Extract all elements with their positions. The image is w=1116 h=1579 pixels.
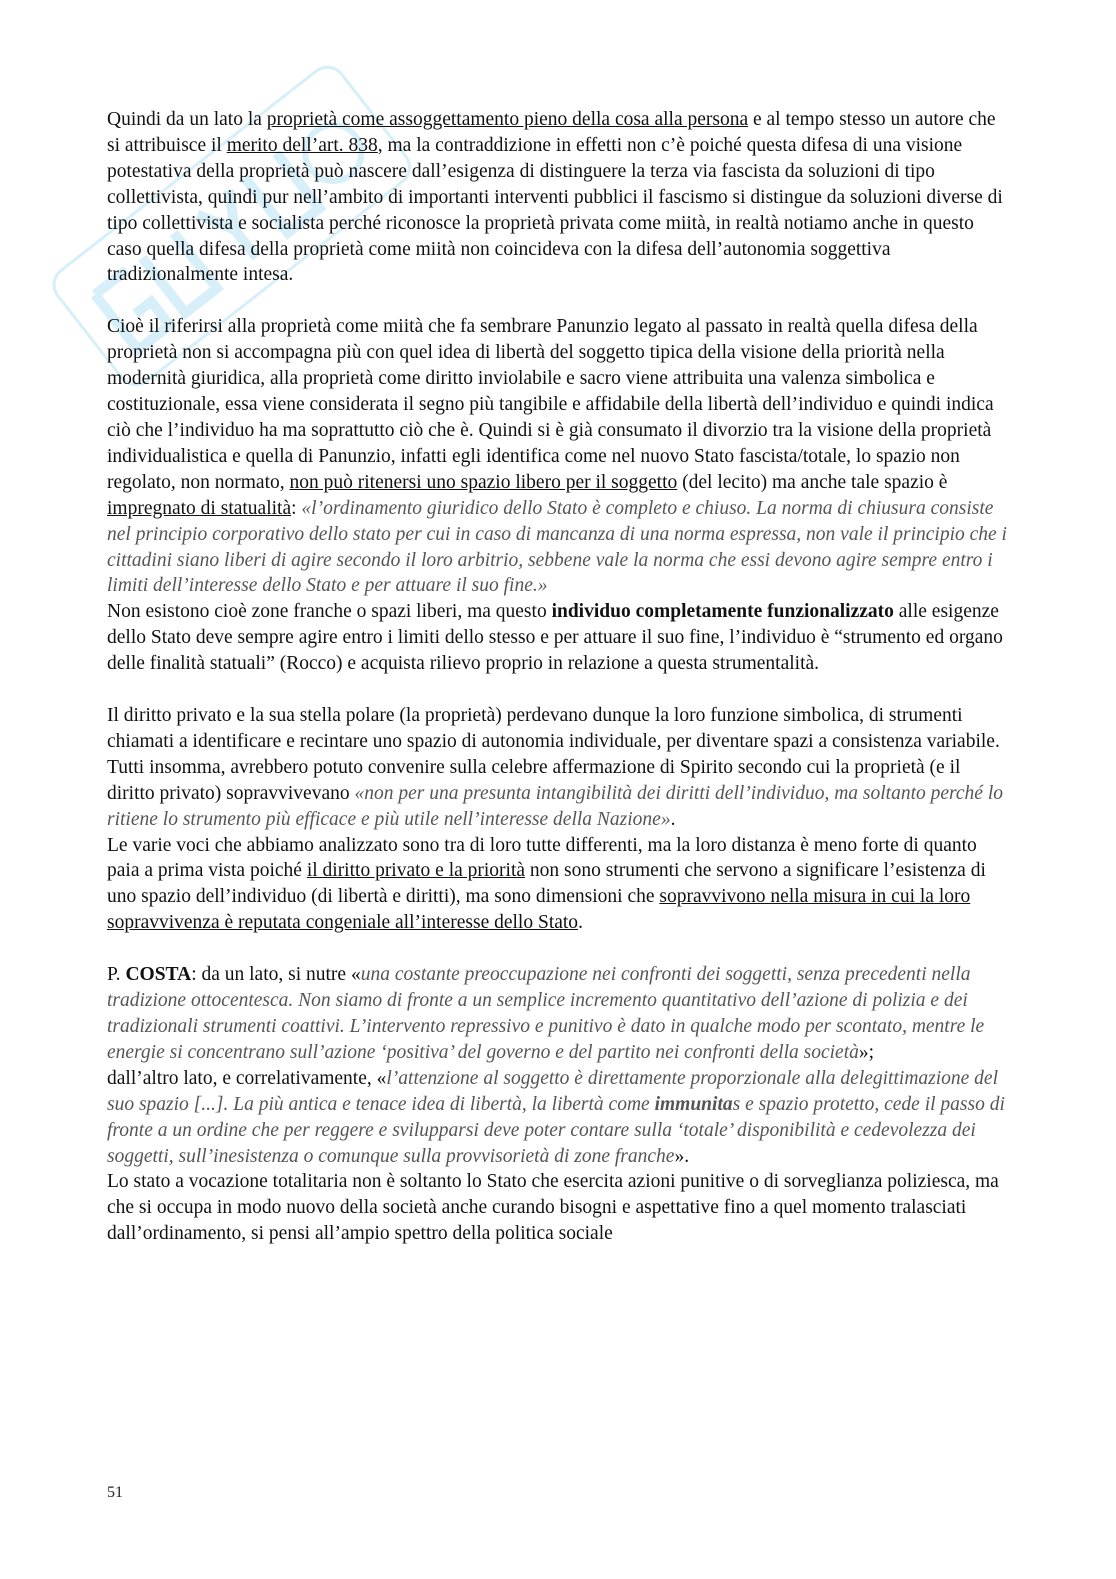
underlined-phrase: impregnato di statualità [107,497,292,519]
quotation: e spazio protetto, cede il passo di fronte a un ordine che per reggere e svilupparsi deve poter contare sulla ‘totale’ disponibilità e cedevolezza dei soggetti, sull’inesistenza o comunque sulla provvisorietà di zone franche [107,1093,1005,1167]
quotation: «l’ordinamento giuridico dello Stato è completo e chiuso. La norma di chiusura consiste nel principio corporativo dello stato per cui in caso di mancanza di una norma espressa, non vale il principio che i cittadini siano liberi di agire secondo il loro arbitrio, sebbene vale la norma che essi devono agire sempre entro i limiti dell’interesse dello Stato e per attuare il suo fine.» [107,497,1007,597]
bold-phrase: individuo completamente funzionalizzato [551,601,894,623]
paragraph-1: Quindi da un lato la proprietà come assoggettamento pieno della cosa alla persona e al tempo stesso un autore che si attribuisce il merito dell’art. 838, ma la contraddizione in effetti non c’è poiché questa difesa di una visione potestativa della proprietà può nascere dall’esigenza di distinguere la terza via fascista da soluzioni di tipo collettivista, quindi pur nell’ambito di importanti interventi pubblici il fascismo si distingue da soluzioni diverse di tipo collettivista e socialista perché riconosce la proprietà privata come miità, in realtà notiamo anche in questo caso quella difesa della proprietà come miità non coincideva con la difesa dell’autonomia soggettiva tradizionalmente intesa. [107,109,1003,286]
underlined-phrase: sopravvivono nella misura in cui la loro sopravvivenza è reputata congeniale all’interesse dello Stato [107,886,971,934]
bold-term: immunita [654,1093,733,1115]
page-body [107,107,1007,1247]
underlined-phrase: il diritto privato e la priorità [306,860,526,882]
paragraph-4: Il diritto privato e la sua stella polare (la proprietà) perdevano dunque la loro funzione simbolica, di strumenti chiamati a identificare e recintare uno spazio di autonomia individuale, per diventare spazi a consistenza variabile. Tutti insomma, avrebbero potuto convenire sulla celebre affermazione di Spirito secondo cui la proprietà (e il diritto privato) sopravvivevano «non per una presunta intangibilità dei diritti dell’individuo, ma soltanto perché lo ritiene lo strumento più efficace e più utile nell’interesse della Nazione». [107,705,1003,830]
quotation: l’attenzione al soggetto è direttamente proporzionale alla delegittimazione del suo spazio [...]. La più antica e tenace idea di libertà, la libertà come [107,1067,999,1115]
page-number: 51 [107,1484,123,1501]
author-name: COSTA [125,964,192,986]
underlined-phrase: non può ritenersi uno spazio libero per il soggetto [289,471,678,493]
paragraph-7: dall’altro lato, e correlativamente, «l’attenzione al soggetto è direttamente proporzionale alla delegittimazione del suo spazio [...]. La più antica e tenace idea di libertà, la libertà come immunitas e spazio protetto, cede il passo di fronte a un ordine che per reggere e svilupparsi deve poter contare sulla ‘totale’ disponibilità e cedevolezza dei soggetti, sull’inesistenza o comunque sulla provvisorietà di zone franche». [107,1067,1005,1167]
paragraph-3: Non esistono cioè zone franche o spazi liberi, ma questo individuo completamente funzionalizzato alle esigenze dello Stato deve sempre agire entro i limiti dello stesso e per attuare il suo fine, l’individuo è “strumento ed organo delle finalità statuali” (Rocco) e acquista rilievo proprio in relazione a questa strumentalità. [107,601,1003,675]
quotation: una costante preoccupazione nei confronti dei soggetti, senza precedenti nella tradizione ottocentesca. Non siamo di fronte a un semplice incremento quantitativo dell’azione di polizia e dei tradizionali strumenti coattivi. L’intervento repressivo e punitivo è dato in qualche modo per scontato, mentre le energie si concentrano sull’azione ‘positiva’ del governo e del partito nei confronti della società [107,964,985,1063]
paragraph-5: Le varie voci che abbiamo analizzato sono tra di loro tutte differenti, ma la loro distanza è meno forte di quanto paia a prima vista poiché il diritto privato e la priorità non sono strumenti che servono a significare l’esistenza di uno spazio dell’individuo (di libertà e diritti), ma sono dimensioni che sopravvivono nella misura in cui la loro sopravvivenza è reputata congeniale all’interesse dello Stato. [107,834,986,934]
paragraph-2: Cioè il riferirsi alla proprietà come miità che fa sembrare Panunzio legato al passato in realtà quella difesa della proprietà non si accompagna più con quel idea di libertà del soggetto tipica della visione della priorità nella modernità giuridica, alla proprietà come diritto inviolabile e sacro viene attribuita una valenza simbolica e costituzionale, essa viene considerata il segno più tangibile e affidabile della libertà dell’individuo e quindi indica ciò che l’individuo ha ma soprattutto ciò che è. Quindi si è già consumato il divorzio tra la visione della proprietà individualistica e quella di Panunzio, infatti egli identifica come nel nuovo Stato fascista/totale, lo spazio non regolato, non normato, non può ritenersi uno spazio libero per il soggetto (del lecito) ma anche tale spazio è impregnato di statualità: «l’ordinamento giuridico dello Stato è completo e chiuso. La norma di chiusura consiste nel principio corporativo dello stato per cui in caso di mancanza di una norma espressa, non vale il principio che i cittadini siano liberi di agire secondo il loro arbitrio, sebbene vale la norma che essi devono agire sempre entro i limiti dell’interesse dello Stato e per attuare il suo fine.» [107,316,1007,597]
underlined-phrase: merito dell’art. 838 [226,134,378,156]
underlined-phrase: proprietà come assoggettamento pieno della cosa alla persona [266,109,749,130]
paragraph-8: Lo stato a vocazione totalitaria non è soltanto lo Stato che esercita azioni punitive o di sorveglianza poliziesca, ma che si occupa in modo nuovo della società anche curando bisogni e aspettative fino a quel momento tralasciati dall’ordinamento, si pensi all’ampio spettro della politica sociale [107,1171,999,1245]
quotation: «non per una presunta intangibilità dei diritti dell’individuo, ma soltanto perché lo ritiene lo strumento più efficace e più utile nell’interesse della Nazione» [107,782,1003,830]
paragraph-6: P. COSTA: da un lato, si nutre «una costante preoccupazione nei confronti dei soggetti, senza precedenti nella tradizione ottocentesca. Non siamo di fronte a un semplice incremento quantitativo dell’azione di polizia e dei tradizionali strumenti coattivi. L’intervento repressivo e punitivo è dato in qualche modo per scontato, mentre le energie si concentrano sull’azione ‘positiva’ del governo e del partito nei confronti della società»; [107,964,985,1063]
